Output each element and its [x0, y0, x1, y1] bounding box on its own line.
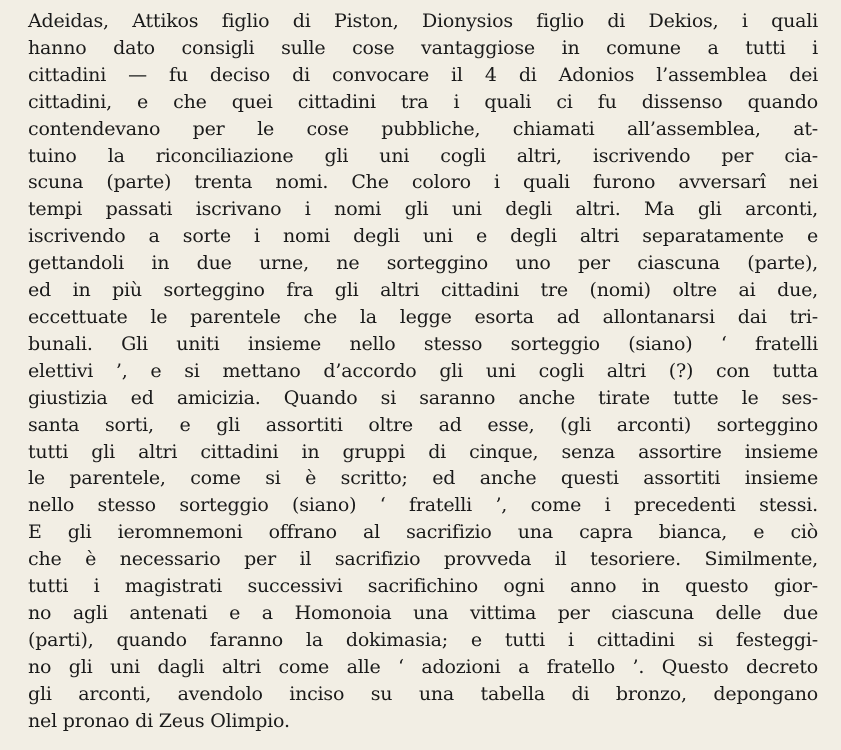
text-line: bunali. Gli uniti insieme nello stesso sorteggio (siano) ‘ fratelli [28, 332, 818, 355]
document-body [28, 8, 818, 734]
text-line: iscrivendo a sorte i nomi degli uni e degli altri separatamente e [28, 225, 818, 248]
text-line: hanno dato consigli sulle cose vantaggiose in comune a tutti i [28, 36, 818, 59]
text-line: santa sorti, e gli assortiti oltre ad esse, (gli arconti) sorteggino [28, 413, 818, 436]
text-line-last: nel pronao di Zeus Olimpio. [28, 709, 290, 732]
text-line: tempi passati iscrivano i nomi gli uni degli altri. Ma gli arconti, [28, 198, 818, 221]
text-line: (parti), quando faranno la dokimasia; e tutti i cittadini si festeggi- [28, 628, 818, 651]
text-line: ed in più sorteggino fra gli altri cittadini tre (nomi) oltre ai due, [28, 279, 818, 302]
text-line: no gli uni dagli altri come alle ‘ adozioni a fratello ’. Questo decreto [28, 655, 818, 678]
text-line: contendevano per le cose pubbliche, chiamati all’assemblea, at- [28, 117, 818, 140]
text-line: nello stesso sorteggio (siano) ‘ fratelli ’, come i precedenti stessi. [28, 494, 818, 517]
text-line: no agli antenati e a Homonoia una vittima per ciascuna delle due [28, 601, 818, 624]
text-line: tutti gli altri cittadini in gruppi di cinque, senza assortire insieme [28, 440, 818, 463]
text-line: Adeidas, Attikos figlio di Piston, Dionysios figlio di Dekios, i quali [28, 10, 818, 32]
text-line: elettivi ’, e si mettano d’accordo gli uni cogli altri (?) con tutta [28, 359, 818, 382]
text-line: giustizia ed amicizia. Quando si saranno anche tirate tutte le ses- [28, 386, 818, 409]
text-line: le parentele, come si è scritto; ed anche questi assortiti insieme [28, 467, 818, 490]
text-line: gli arconti, avendolo inciso su una tabella di bronzo, depongano [28, 682, 818, 705]
text-line: cittadini — fu deciso di convocare il 4 di Adonios l’assemblea dei [28, 63, 818, 86]
text-line: tutti i magistrati successivi sacrifichino ogni anno in questo gior- [28, 575, 818, 598]
text-line: tuino la riconciliazione gli uni cogli altri, iscrivendo per cia- [28, 144, 818, 167]
text-line: gettandoli in due urne, ne sorteggino uno per ciascuna (parte), [28, 252, 818, 275]
text-line: cittadini, e che quei cittadini tra i quali ci fu dissenso quando [28, 90, 818, 113]
text-line: E gli ieromnemoni offrano al sacrifizio una capra bianca, e ciò [28, 521, 818, 544]
text-line: eccettuate le parentele che la legge esorta ad allontanarsi dai tri- [28, 305, 818, 328]
text-line: scuna (parte) trenta nomi. Che coloro i quali furono avversarî nei [28, 171, 818, 194]
text-line: che è necessario per il sacrifizio provveda il tesoriere. Similmente, [28, 548, 818, 571]
